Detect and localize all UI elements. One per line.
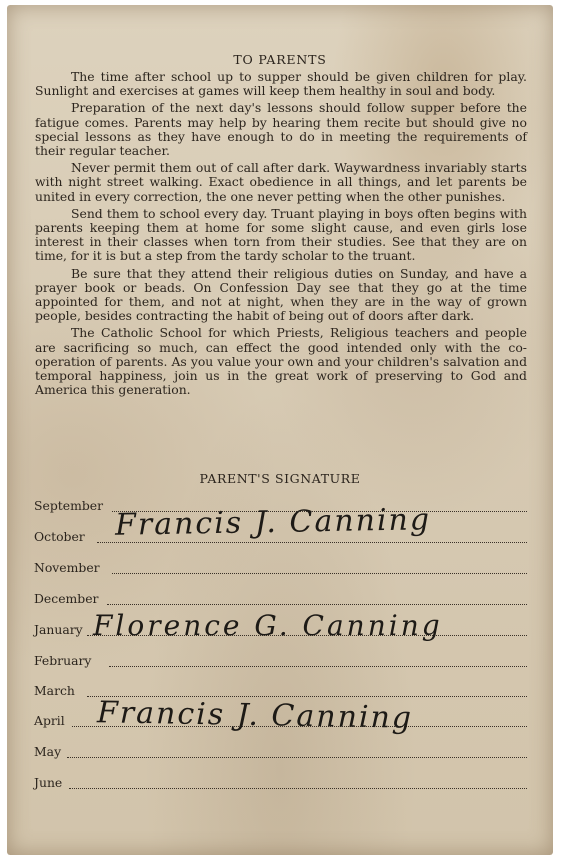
month-label: February (34, 653, 92, 668)
month-label: April (34, 713, 65, 728)
signature-october: Francis J. Canning (114, 502, 432, 543)
signature-january: Florence G. Canning (93, 609, 443, 642)
signature-row-june (34, 772, 527, 792)
signature-heading: PARENT'S SIGNATURE (199, 471, 361, 486)
month-label: November (34, 560, 100, 575)
signature-row-november (34, 557, 527, 577)
page-title: TO PARENTS (233, 52, 327, 67)
signature-line[interactable] (97, 542, 527, 543)
signature-line[interactable] (112, 573, 527, 574)
month-label: October (34, 529, 85, 544)
month-label: September (34, 498, 104, 513)
signature-april: Francis J. Canning (96, 695, 414, 736)
paragraph-play: The time after school up to supper should be given children for play. Sunlight and exercises at games will keep them healthy in soul and body. (35, 69, 527, 99)
paragraph-lessons: Preparation of the next day's lessons should follow supper before the fatigue comes. Parents may help by hearing them recite but should give no special lessons as they have enough to do in meeting the requirements of their regular teacher. (35, 100, 527, 159)
month-label: May (34, 744, 62, 759)
month-label: June (34, 775, 63, 790)
signature-row-february (34, 650, 527, 670)
report-card (7, 5, 553, 855)
signature-line[interactable] (69, 788, 527, 789)
paragraph-curfew: Never permit them out of call after dark. Waywardness invariably starts with night street walking. Exact obedience in all things, and let parents be united in every correction, the one never petting when the other punishes. (35, 160, 527, 204)
month-label: December (34, 591, 99, 606)
paragraph-catholic-school: The Catholic School for which Priests, Religious teachers and people are sacrificing so much, can effect the good intended only with the co-operation of parents. As you value your own and your children's salvation and temporal happiness, join us in the great work of preserving to God and America this generation. (35, 325, 527, 398)
signature-line[interactable] (67, 757, 527, 758)
month-label: January (34, 622, 83, 637)
signature-line[interactable] (107, 604, 527, 605)
paragraph-attendance: Send them to school every day. Truant playing in boys often begins with parents keeping them at home for some slight cause, and even girls lose interest in their classes when torn from their studies. See that they are on time, for it is but a step from the tardy scholar to the truant. (35, 205, 527, 264)
paragraph-religious-duties: Be sure that they attend their religious duties on Sunday, and have a prayer book or beads. On Confession Day see that they go at the time appointed for them, and not at night, when they are in the way of grown people, besides contracting the habit of being out of doors after dark. (35, 265, 527, 324)
signature-row-may (34, 741, 527, 761)
instructions-text (35, 70, 527, 400)
month-label: March (34, 683, 75, 698)
signature-row-december (34, 588, 527, 608)
signature-line[interactable] (109, 666, 527, 667)
